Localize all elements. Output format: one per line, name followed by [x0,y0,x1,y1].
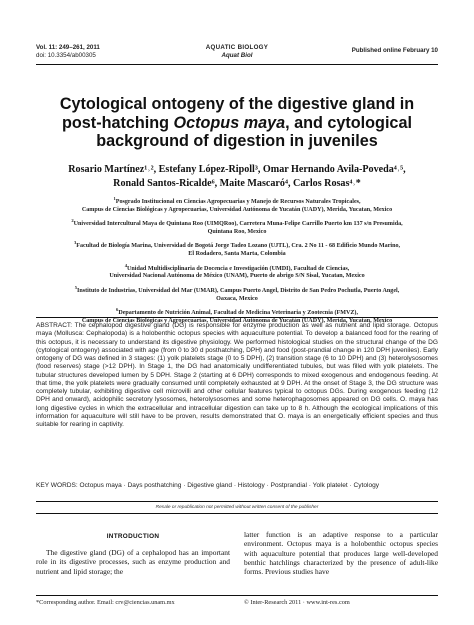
affiliation-line [30,239,444,251]
affiliation-line [30,229,444,237]
keywords [36,482,438,490]
resale-rule [36,513,438,514]
affiliation-number: 3 [73,240,77,246]
keywords-label: KEY WORDS: [36,482,78,489]
affiliation-line [30,217,444,229]
affiliation-line [30,273,444,281]
journal-short: Aquat Biol [221,51,253,59]
abstract-top-rule [36,317,438,318]
volume-text: Vol. 11: 249–261, 2011 [36,44,100,51]
affiliation-text: Campus de Ciencias Biológicas y Agropecuarias, Universidad Autónoma de Yucatán (UADY), Merida, Yucatan, Mexico [81,206,393,213]
article-title [30,95,444,151]
intro-left-column: The digestive gland (DG) of a cephalopod has an important role in its digestive processes, such as enzyme production and nutrient and lipid storage; the [36,548,230,576]
affiliation-line [30,284,444,296]
authors-line-2: Ronald Santos-Ricalde⁶, Maite Mascaró⁴, Carlos Rosas⁴˒* [113,177,361,189]
abstract [36,322,438,429]
author-list [30,163,444,190]
affiliation-text: Instituto de Industrias, Universidad del Mar (UMAR), Campus Puerto Angel, Distrito de San Pedro Pochutla, Puerto Angel, [77,287,400,294]
affiliation-text: El Rodadero, Santa Marta, Colombia [188,251,286,258]
affiliation-line [30,296,444,304]
affiliation-text: Oaxaca, Mexico [216,295,258,302]
abstract-label: ABSTRACT: [36,322,73,329]
title-species: Octopus maya [173,113,286,132]
affiliation-text: Universidad Nacional Autónoma de México (UNAM), Puerto de abrigo S/N Sisal, Yucatan, Mexico [109,273,365,280]
title-line-2 [30,114,444,133]
affiliation-text: Unidad Multidisciplinaria de Docencia e Investigación (UMDI), Facultad de Ciencias, [127,265,350,272]
affiliation-text: Quintana Roo, Mexico [207,228,267,235]
section-heading-introduction: INTRODUCTION [106,533,160,540]
journal-header [36,44,438,62]
authors-line-1: Rosario Martínez¹˒², Estefany López-Ripoll³, Omar Hernando Avila-Poveda⁴˒⁵, [68,164,406,175]
affiliation-line [30,262,444,274]
footnote-rule [36,595,438,596]
published-date: Published online February 10 [351,47,438,54]
affiliation-number: 6 [116,307,119,313]
affiliation-line [30,207,444,215]
affiliation-text: Departamento de Nutrición Animal, Facultad de Medicina Veterinaria y Zootecnia (FMVZ), [118,310,358,317]
abstract-text: The cephalopod digestive gland (DG) is responsible for enzyme production as well as nutrient and lipid storage. Octopus maya (Mollusca: Cephalopoda) is a holobenthic octopus species with aquaculture potential. To develop a balanced food for the rearing of this octopus, it is necessary to understand its digestive physiology. We performed histological studies on the structural change of the DG (cytological ontogeny) associated with age (from 0 to 30 d posthatching, DPH) and food (post-prandial change in 120 DPH juveniles). Early ontogeny of DG was defined in 3 stages: (1) yolk platelets stage (0 to 5 DPH), (2) transition stage (6 to 10 DPH) and (3) heterolysosomes (food reserves) stage (>12 DPH). In Stage 1, the DG had anatomically undifferentiated tubules, but was filled with yolk platelets. The tubular structures developed lumen by 5 DPH. Stage 2 (starting at 6 DPH) corresponds to mixed exogenous and endogenous feeding. At that time, the yolk platelets were gradually consumed until completely exhausted at 9 DPH. At the onset of Stage 3, the DG structure was completely tubular, exhibiting digestive cell microvilli and other cellular features typical to octopus DGs. During exogenous feeding (12 DPH and onward), acidophilic secretory lysosomes, heterolysosomes and some heterophagosomes appeared on DG cells. O. maya has long digestive cycles in which the extracellular and intracellular digestion can take up to 8 h. Although the ecological implications of this information for aquaculture will still have to be proven, results demonstrated that O. maya is an energetically efficient species and thus suitable for rearing in captivity. [36,322,439,428]
affiliation-text: Facultad de Biología Marina, Universidad de Bogotá Jorge Tadeo Lozano (UJTL), Cra. 2 No 11 - 68 Edificio Mundo Marino, [76,243,401,250]
header-rule [36,64,438,65]
resale-notice: Resale or republication not permitted without written consent of the publisher [155,505,319,510]
abstract-bottom-rule [36,501,438,502]
affiliation-text: Universidad Intercultural Maya de Quintana Roo (UIMQRoo), Carretera Muna-Felipe Carrillo Puerto km 137 s/n Presumida, [73,221,403,228]
affiliation-number: 5 [74,284,78,290]
title-line-2-pre: post-hatching [62,113,174,132]
affiliation-line [30,195,444,207]
affiliation-number: 4 [124,262,128,268]
title-line-1: Cytological ontogeny of the digestive gland in [59,95,415,113]
copyright: © Inter-Research 2011 · www.int-res.com [244,599,350,606]
corresponding-author: *Corresponding author. Email: crv@ciencias.unam.mx [36,599,175,606]
title-line-3: background of digestion in juveniles [96,132,378,150]
title-line-2-post: , and cytological [285,113,412,132]
affiliation-line [30,251,444,259]
affiliation-number: 2 [71,218,74,224]
affiliation-list [30,195,444,328]
doi-text: doi: 10.3354/ab00305 [36,51,96,59]
intro-right-column: latter function is an adaptive response to a particular environment. Octopus maya is a holobenthic octopus species with aquaculture potential that produces large well-developed benthic hatchlings characterized by the presence of adult-like forms. Previous studies have [244,530,438,577]
affiliation-text: Posgrado Institucional en Ciencias Agropecuarias y Manejo de Recursos Naturales Tropicales, [115,199,361,206]
keywords-text: Octopus maya · Days posthatching · Digestive gland · Histology · Postprandial · Yolk platelet · Cytology [79,482,380,489]
journal-title: AQUATIC BIOLOGY [205,44,269,51]
affiliation-line [30,306,444,318]
affiliation-number: 1 [113,196,116,201]
affiliation-text: Campus de Ciencias Biológicas y Agropecuarias, Universidad Autónoma de Yucatán (UADY), Merida, Yucatan, Mexico [81,317,393,324]
